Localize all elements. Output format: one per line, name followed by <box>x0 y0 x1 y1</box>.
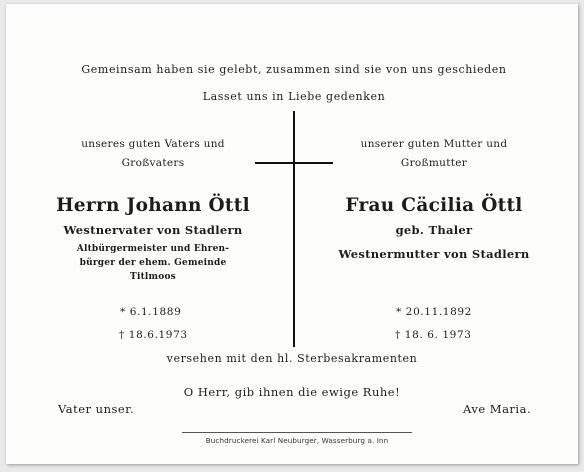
right-prayer: Ave Maria. <box>463 402 532 416</box>
mother-relation-line-1: unserer guten Mutter und <box>360 138 508 150</box>
intro-line-1: Gemeinsam haben sie gelebt, zusammen sind sie von uns geschieden <box>81 63 507 76</box>
mother-relation-line-2: Großmutter <box>400 157 468 169</box>
father-role-line-2: bürger der ehem. Gemeinde <box>79 258 227 268</box>
mother-name: Frau Cäcilia Öttl <box>345 195 523 216</box>
father-birth-date: * 6.1.1889 <box>120 306 182 318</box>
cross-horizontal-bar <box>255 162 333 164</box>
mother-birth-date: * 20.11.1892 <box>396 306 472 318</box>
father-role-line-1: Altbürgermeister und Ehren- <box>76 244 230 254</box>
father-death-date: † 18.6.1973 <box>119 329 188 341</box>
mother-maiden-name: geb. Thaler <box>395 223 473 237</box>
left-prayer: Vater unser. <box>58 402 135 416</box>
father-role-line-3: Titlmoos <box>130 272 176 282</box>
cross-vertical-bar <box>293 111 295 347</box>
printer-imprint: Buchdruckerei Karl Neuburger, Wasserburg a. Inn <box>205 436 389 445</box>
father-name: Herrn Johann Öttl <box>56 195 250 216</box>
father-title: Westnervater von Stadlern <box>63 223 243 237</box>
mother-title: Westnermutter von Stadlern <box>338 247 530 261</box>
father-relation-line-1: unseres guten Vaters und <box>81 138 225 150</box>
father-relation-line-2: Großvaters <box>121 157 185 169</box>
sacraments-line: versehen mit den hl. Sterbesakramenten <box>166 352 418 365</box>
intro-line-2: Lasset uns in Liebe gedenken <box>202 90 386 103</box>
prayer-line: O Herr, gib ihnen die ewige Ruhe! <box>183 385 401 399</box>
memorial-card <box>6 4 578 464</box>
mother-death-date: † 18. 6. 1973 <box>395 329 472 341</box>
printer-rule <box>182 432 412 433</box>
